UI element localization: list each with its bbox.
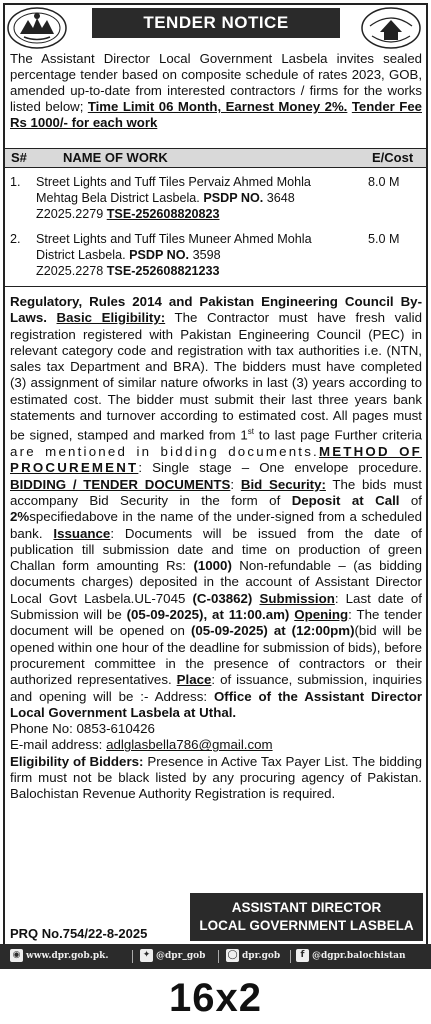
- submission-label: Submission: [259, 590, 335, 606]
- intro-text: The Assistant Director Local Government Lasbela invites sealed percentage tender based on composite schedule of rates 2023, GOB, amended up-to-date from interested contractors / firms for the works listed below;: [10, 51, 422, 114]
- row-number: 1.: [10, 175, 21, 189]
- footer-facebook[interactable]: f @dgpr.balochistan: [296, 944, 406, 969]
- office-address: Office of the Assistant Director Local Government Lasbela at Uthal.: [10, 688, 422, 720]
- signatory-office: LOCAL GOVERNMENT LASBELA: [199, 918, 414, 933]
- balochistan-govt-logo-icon: [6, 6, 68, 50]
- phone-number: Phone No: 0853-610426: [10, 721, 155, 737]
- footer-website[interactable]: ◉ www.dpr.gob.pk.: [10, 944, 109, 969]
- row-cost: 8.0 M: [368, 175, 400, 189]
- tender-fee: Tender Fee Rs 1000/- for each work: [10, 99, 422, 130]
- facebook-icon: f: [296, 949, 309, 962]
- works-table-header: [5, 148, 426, 168]
- ad-size-label: 16x2: [169, 976, 262, 1020]
- header-name-of-work: NAME OF WORK: [63, 150, 168, 165]
- footer-social-bar: [0, 944, 431, 969]
- work-description: Street Lights and Tuff Tiles Muneer Ahmed Mohla District Lasbela. PSDP NO. 3598 Z2025.2278 TSE-252608821233: [36, 232, 312, 278]
- time-limit-terms: Time Limit 06 Month, Earnest Money 2%.: [87, 99, 348, 114]
- page-title: TENDER NOTICE: [92, 8, 340, 38]
- bidding-documents-label: BIDDING / TENDER DOCUMENTS: [10, 476, 231, 492]
- footer-instagram[interactable]: ◯ dpr.gob: [227, 950, 281, 961]
- footer-separator: [218, 950, 219, 963]
- local-government-logo-icon: [360, 6, 422, 50]
- bid-security-label: Bid Security:: [240, 476, 326, 492]
- twitter-icon: ✦: [140, 949, 153, 962]
- email-address: adlglasbella786@gmail.com: [106, 737, 273, 753]
- row-number: 2.: [10, 232, 21, 246]
- basic-eligibility-label: Basic Eligibility:: [56, 310, 166, 326]
- method-of-procurement-label: METHOD OF PROCUREMENT: [10, 444, 422, 476]
- footer-twitter[interactable]: ✦ @dpr_gob: [140, 944, 205, 969]
- tse-number: TSE-252608821233: [106, 264, 220, 278]
- prq-number: PRQ No.754/22-8-2025: [10, 926, 148, 941]
- header-sno: S#: [11, 150, 27, 165]
- terms-body: Regulatory, Rules 2014 and Pakistan Engineering Council By-Laws. Basic Eligibility: The Contractor must have fresh valid registration registered with Pakistan Engineering Council (PEC) in relevant category code and registration with tax authorities i.e. (NTN, sales tax Department and BRA). The bidders must have completed (3) assignment of similar nature ofworks in last (3) years according to estimated cost. The bidder must submit their last three years bank statements and turnover according to estimated cost. All pages must be signed, stamped and marked from 1st to last page Further criteria are mentioned in bidding documents.METHOD OF PROCUREMENT: Single stage – One envelope procedure. BIDDING / TENDER DOCUMENTS: Bid Security: The bids must accompany Bid Security in the form of Deposit at Call of 2%specifiedabove in the name of the under-signed from a scheduled bank. Issuance: Documents will be issued from the date of publication till submission date and time on production of green Challan form amounting Rs: (1000) Non-refundable – (as bidding documents charges) deposited in the account of Assistant Director Local Govt Lasbela.UL-7045 (C-03862) Submission: Last date of Submission will be (05-09-2025), at 11:00.am) Opening: The tender document will be opened on (05-09-2025) at (12:00pm)(bid will be opened within one hour of the deadline for submission of bids), before procurement committee in the presence of contractors or their authorized representatives. Place: of issuance, submission, inquiries and opening will be :- Address: Office of the Assistant Director Local Government Lasbela at Uthal. Phone No: 0853-610426 E-mail address: adlglasbella786@gmail.com Eligibility of Bidders: Presence in Active Tax Payer List. The bidding firm must not be black listed by any procuring agency of Pakistan. Balochistan Revenue Authority Registration is required.: [10, 294, 423, 802]
- header-estimated-cost: E/Cost: [372, 150, 414, 165]
- table-divider: [5, 286, 426, 287]
- signatory-title: ASSISTANT DIRECTOR: [231, 900, 382, 915]
- footer-separator: [290, 950, 291, 963]
- tse-number: TSE-252608820823: [106, 207, 220, 221]
- opening-label: Opening: [294, 607, 349, 623]
- place-label: Place: [176, 672, 212, 688]
- footer-separator: [132, 950, 133, 963]
- issuance-label: Issuance: [53, 525, 111, 541]
- intro-paragraph: [10, 51, 422, 131]
- instagram-icon: ◯: [227, 950, 238, 960]
- globe-icon: ◉: [10, 949, 23, 962]
- signature-block: [190, 893, 423, 941]
- row-cost: 5.0 M: [368, 232, 400, 246]
- work-description: Street Lights and Tuff Tiles Pervaiz Ahmed Mohla Mehtag Bela District Lasbela. PSDP NO. 3648 Z2025.2279 TSE-252608820823: [36, 175, 311, 221]
- eligibility-label: Eligibility of Bidders:: [10, 753, 144, 769]
